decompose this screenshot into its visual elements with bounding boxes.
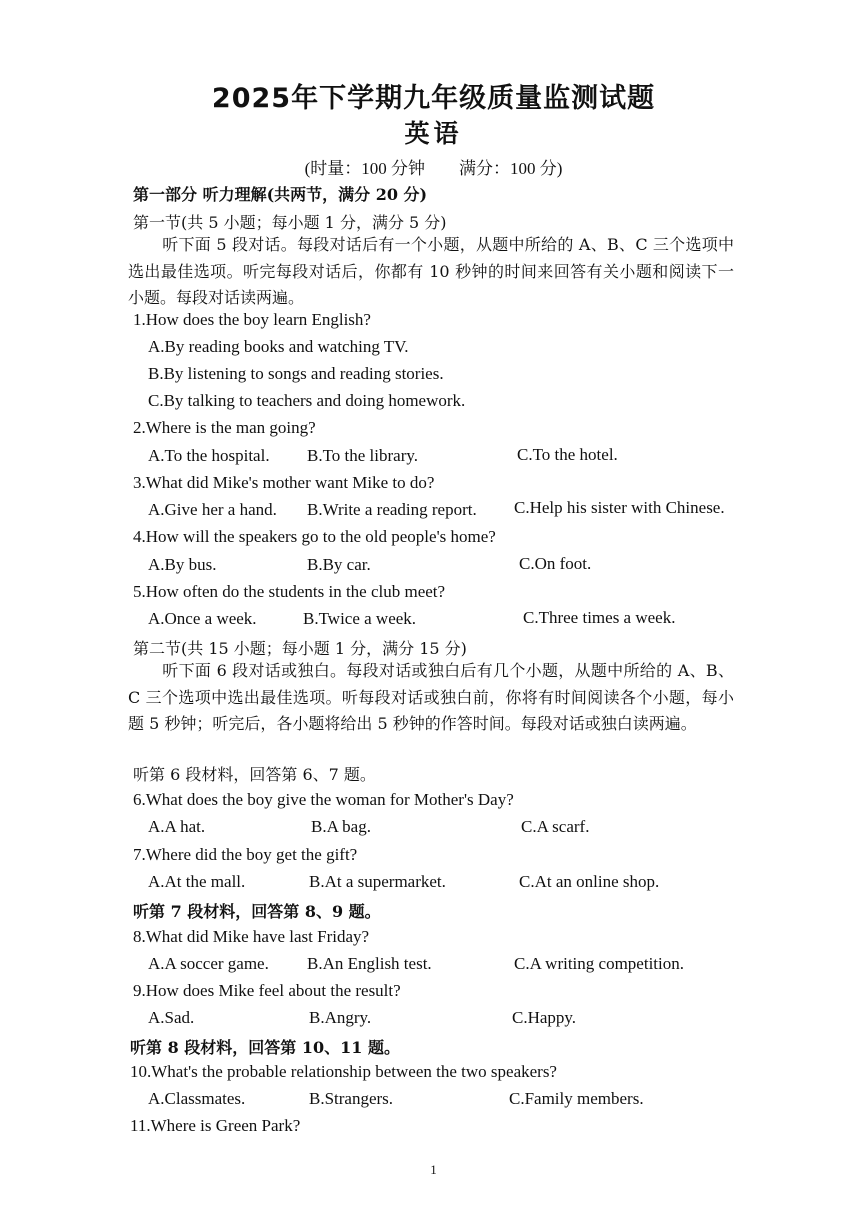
exam-time: (时量：100 分钟 <box>304 159 425 178</box>
question-1-option-a: A.By reading books and watching TV. <box>148 337 409 356</box>
question-5-option-c: C.Three times a week. <box>523 608 676 627</box>
question-10-option-a: A.Classmates. <box>148 1089 246 1108</box>
material-8-heading: 听第 8 段材料，回答第 10、11 题。 <box>130 1038 400 1057</box>
exam-title: 2025年下学期九年级质量监测试题 <box>211 83 656 114</box>
question-7-option-b: B.At a supermarket. <box>309 872 446 891</box>
question-9-option-c: C.Happy. <box>512 1008 577 1027</box>
question-3-stem: 3.What did Mike's mother want Mike to do? <box>133 473 435 492</box>
question-8-stem: 8.What did Mike have last Friday? <box>133 927 370 946</box>
question-9-option-b: B.Angry. <box>309 1008 372 1027</box>
material-6-heading: 听第 6 段材料，回答第 6、7 题。 <box>133 765 376 784</box>
section2-heading: 第二节(共 15 小题；每小题 1 分，满分 15 分) <box>133 639 467 658</box>
question-7-option-c: C.At an online shop. <box>519 872 660 891</box>
question-1-stem: 1.How does the boy learn English? <box>133 310 371 329</box>
exam-time-score <box>0 154 867 179</box>
question-6-option-a: A.A hat. <box>148 817 206 836</box>
question-3-option-c: C.Help his sister with Chinese. <box>514 498 725 517</box>
question-1-option-b: B.By listening to songs and reading stories. <box>148 364 444 383</box>
question-5-option-b: B.Twice a week. <box>303 609 417 628</box>
question-8-option-c: C.A writing competition. <box>514 954 684 973</box>
question-3-option-a: A.Give her a hand. <box>148 500 277 519</box>
question-4-stem: 4.How will the speakers go to the old people's home? <box>133 527 496 546</box>
question-9-stem: 9.How does Mike feel about the result? <box>133 981 401 1000</box>
question-7-option-a: A.At the mall. <box>148 872 246 891</box>
section2-instructions: 听下面 6 段对话或独白。每段对话或独白后有几个小题，从题中所给的 A、B、C 三个选项中选出最佳选项。听每段对话或独白前，你将有时间阅读各个小题，每小题 5 秒钟；听完后，各小题将给出 5 秒钟的作答时间。每段对话或独白读两遍。 <box>128 661 734 733</box>
question-6-option-b: B.A bag. <box>311 817 371 836</box>
exam-full-score: 满分：100 分) <box>459 159 563 178</box>
question-7-stem: 7.Where did the boy get the gift? <box>133 845 358 864</box>
question-9-option-a: A.Sad. <box>148 1008 195 1027</box>
section1-heading: 第一节(共 5 小题；每小题 1 分，满分 5 分) <box>133 213 447 232</box>
page-number: 1 <box>430 1162 437 1177</box>
question-8-option-b: B.An English test. <box>307 954 432 973</box>
question-8-option-a: A.A soccer game. <box>148 954 269 973</box>
part1-heading: 第一部分 听力理解(共两节，满分 20 分) <box>133 185 428 204</box>
question-4-option-b: B.By car. <box>307 555 371 574</box>
question-6-stem: 6.What does the boy give the woman for Mother's Day? <box>133 790 514 809</box>
question-11-stem: 11.Where is Green Park? <box>130 1116 301 1135</box>
question-5-option-a: A.Once a week. <box>148 609 257 628</box>
question-1-option-c: C.By talking to teachers and doing homework. <box>148 391 466 410</box>
question-10-option-c: C.Family members. <box>509 1089 644 1108</box>
question-2-option-a: A.To the hospital. <box>148 446 270 465</box>
subject-title: 英语 <box>404 119 463 148</box>
material-7-heading: 听第 7 段材料，回答第 8、9 题。 <box>133 902 381 921</box>
question-6-option-c: C.A scarf. <box>521 817 590 836</box>
question-4-option-c: C.On foot. <box>519 554 592 573</box>
question-3-option-b: B.Write a reading report. <box>307 500 477 519</box>
question-4-option-a: A.By bus. <box>148 555 217 574</box>
question-2-option-c: C.To the hotel. <box>517 445 618 464</box>
section1-instructions: 听下面 5 段对话。每段对话后有一个小题，从题中所给的 A、B、C 三个选项中选出最佳选项。听完每段对话后，你都有 10 秒钟的时间来回答有关小题和阅读下一小题。每段对话读两遍。 <box>128 235 734 307</box>
question-10-stem: 10.What's the probable relationship between the two speakers? <box>130 1062 557 1081</box>
question-10-option-b: B.Strangers. <box>309 1089 394 1108</box>
question-2-option-b: B.To the library. <box>307 446 419 465</box>
question-2-stem: 2.Where is the man going? <box>133 418 316 437</box>
question-5-stem: 5.How often do the students in the club meet? <box>133 582 446 601</box>
